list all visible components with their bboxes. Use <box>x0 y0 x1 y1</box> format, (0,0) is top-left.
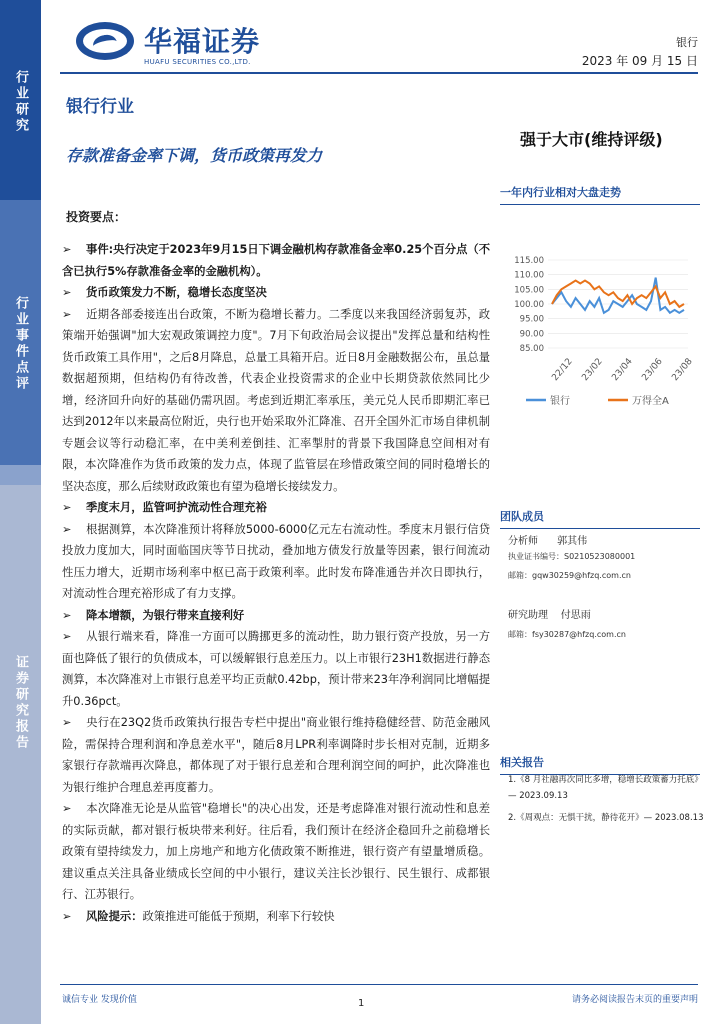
relative-performance-chart <box>504 246 700 414</box>
page-number: 1 <box>358 998 365 1009</box>
assistant-role: 研究助理 <box>508 610 548 621</box>
arrow-bullet-icon: ➢ <box>62 802 72 815</box>
section3-title: 降本增额，为银行带来直接利好 <box>86 608 245 622</box>
y-tick-label: 110.00 <box>514 270 544 281</box>
header-divider <box>60 72 698 74</box>
y-tick-label: 85.00 <box>519 344 544 354</box>
company-logo <box>76 18 316 70</box>
report-date: 2023 年 09 月 15 日 <box>581 54 698 68</box>
legend-label: 银行 <box>550 396 570 407</box>
event-text: 事件:央行决定于2023年9月15日下调金融机构存款准备金率0.25个百分点（不含已执行5%存款准备金率的金融机构）。 <box>62 243 490 278</box>
footer-disclaimer: 请务必阅读报告末页的重要声明 <box>571 995 698 1005</box>
y-tick-label: 95.00 <box>519 314 544 325</box>
sidebar-label-report: 证券研究报告 <box>13 655 28 751</box>
left-sidebar-strip <box>0 0 41 1024</box>
paragraph-section1-body <box>62 304 490 498</box>
sidebar-segment-divider <box>0 465 41 485</box>
arrow-bullet-icon: ➢ <box>62 243 72 256</box>
paragraph-section2-body <box>62 519 490 605</box>
footer-divider <box>60 984 698 985</box>
related-report-item[interactable]: 2.《周观点：无惧干扰，静待花开》— 2023.08.13 <box>508 813 704 823</box>
legend-label: 万得全A <box>632 396 669 407</box>
arrow-bullet-icon: ➢ <box>62 307 72 321</box>
analyst-email[interactable]: 邮箱：gqw30259@hfzq.com.cn <box>508 571 631 580</box>
section3-text3: 本次降准无论是从监管"稳增长"的决心出发，还是考虑降准对银行流动性和息差的实际贡献，都对银行板块带来利好。往后看，我们预计在经济企稳回升之前稳增长政策有望持续发力，加上房地产和地方化债政策不断推进，银行资产有望量增质稳。建议重点关注具备业绩成长空间的中小银行，建议关注长沙银行、民生银行、成都银行、江苏银行。 <box>62 802 490 901</box>
analyst-1 <box>508 532 635 581</box>
key-points-title: 投资要点： <box>66 210 127 224</box>
paragraph-risk <box>62 906 490 928</box>
paragraph-section1-title <box>62 282 490 304</box>
x-tick-label: 23/08 <box>670 356 695 384</box>
paragraph-section3-body1 <box>62 626 490 712</box>
section3-text1: 从银行端来看，降准一方面可以腾挪更多的流动性，助力银行资产投放，另一方面也降低了银行的负债成本，可以缓解银行息差压力。以上市银行23H1数据进行静态测算，本次降准对上市银行息差平均正贡献0.42bp，预计带来23年净利润同比增幅提升0.36pct。 <box>62 630 490 708</box>
arrow-bullet-icon: ➢ <box>62 608 72 622</box>
arrow-bullet-icon: ➢ <box>62 630 72 643</box>
paragraph-event <box>62 239 490 282</box>
assistant-name: 付思雨 <box>560 610 591 621</box>
rating-label: 强于大市(维持评级) <box>520 130 663 149</box>
analyst-cert: 执业证书编号：S0210523080001 <box>508 552 636 561</box>
x-tick-label: 23/06 <box>640 356 665 384</box>
risk-label: 风险提示： <box>86 909 143 923</box>
team-section-header <box>500 508 700 529</box>
arrow-bullet-icon: ➢ <box>62 522 72 536</box>
section2-text: 根据测算，本次降准预计将释放5000-6000亿元左右流动性。季度末月银行信贷投放力度加大，同时面临国庆等节日扰动，叠加地方债发行放量等因素，银行间流动性压力增大，近期市场利率中枢已高于政策利率。此时发布降准通告并次日即执行，对流动性合理充裕形成了有力支撑。 <box>62 522 490 600</box>
assistant-email[interactable]: 邮箱：fsy30287@hfzq.com.cn <box>508 630 626 639</box>
paragraph-section3-body2 <box>62 712 490 798</box>
analyst-role: 分析师 <box>508 536 538 547</box>
y-tick-label: 100.00 <box>514 300 544 310</box>
sidebar-label-event: 行业事件点评 <box>13 296 28 392</box>
section2-title: 季度末月，监管呵护流动性合理充裕 <box>86 501 267 514</box>
related-report-list <box>508 772 704 826</box>
x-tick-label: 23/04 <box>610 356 635 384</box>
section1-text: 近期各部委接连出台政策，不断为稳增长蓄力。二季度以来我国经济弱复苏，政策端开始强调"加大宏观政策调控力度"。7月下旬政治局会议提出"发挥总量和结构性货币政策工具作用"，之后8月降息，总量工具箱开启。近日8月金融数据公布，虽总量数据超预期，但结构仍有待改善，代表企业投资需求的企业中长期贷款依然同比少增，经济回升向好的基础仍需巩固。考虑到近期汇率承压，美元兑人民币即期汇率已达到2012年以来最高位附近，央行也开始采取外汇降准、召开全国外汇市场自律机制专题会议等行动稳汇率，在中美利差倒挂、汇率掣肘的背景下我国降息空间相对有限，本次降准作为货币政策的发力点，体现了监管层在珍惜政策空间的同时稳增长的坚决态度，那么后续财政政策也有望为稳增长接续发力。 <box>62 307 490 493</box>
paragraph-section2-title <box>62 497 490 519</box>
y-tick-label: 105.00 <box>514 285 544 296</box>
chart-section-title: 一年内行业相对大盘走势 <box>500 186 621 199</box>
footer-slogan: 诚信专业 发现价值 <box>62 995 137 1005</box>
arrow-bullet-icon: ➢ <box>62 909 72 923</box>
team-section-rule <box>500 528 700 529</box>
y-tick-label: 115.00 <box>514 256 544 266</box>
x-tick-label: 23/02 <box>580 356 605 384</box>
section1-title: 货币政策发力不断，稳增长态度坚决 <box>86 286 267 299</box>
sidebar-segment-research <box>0 0 41 200</box>
arrow-bullet-icon: ➢ <box>62 501 72 514</box>
related-report-item[interactable]: 1.《8 月社融再次同比多增，稳增长政策蓄力托底》— 2023.09.13 <box>508 775 703 801</box>
logo-english-name: HUAFU SECURITIES CO.,LTD. <box>144 58 251 66</box>
industry-title: 银行行业 <box>66 97 134 117</box>
report-body <box>62 208 490 927</box>
logo-emblem-icon <box>76 22 134 60</box>
logo-chinese-name: 华福证券 <box>144 25 261 58</box>
team-section-title: 团队成员 <box>500 510 544 523</box>
x-tick-label: 22/12 <box>550 356 575 384</box>
risk-text: 政策推进可能低于预期，利率下行较快 <box>142 909 335 923</box>
paragraph-section3-body3 <box>62 798 490 906</box>
sidebar-segment-report <box>0 485 41 1024</box>
related-section-title: 相关报告 <box>500 756 544 769</box>
chart-section-header <box>500 184 700 205</box>
paragraph-section3-title <box>62 605 490 627</box>
analyst-2 <box>508 606 626 640</box>
sidebar-label-research: 行业研究 <box>13 70 28 134</box>
y-tick-label: 90.00 <box>519 329 544 340</box>
analyst-name: 郭其伟 <box>557 536 588 547</box>
sidebar-segment-event <box>0 200 41 465</box>
section3-text2: 央行在23Q2货币政策执行报告专栏中提出"商业银行维持稳健经营、防范金融风险，需保持合理利润和净息差水平"，随后8月LPR利率调降时步长相对克制，近期多家银行存款端再次降息，都体现了对于银行息差和合理利润空间的呵护，此次降准也为银行维护合理息差再度蓄力。 <box>62 716 490 794</box>
arrow-bullet-icon: ➢ <box>62 286 72 299</box>
chart-section-rule <box>500 204 700 205</box>
report-headline: 存款准备金率下调，货币政策再发力 <box>66 146 323 165</box>
arrow-bullet-icon: ➢ <box>62 716 72 729</box>
report-category: 银行 <box>676 36 698 49</box>
